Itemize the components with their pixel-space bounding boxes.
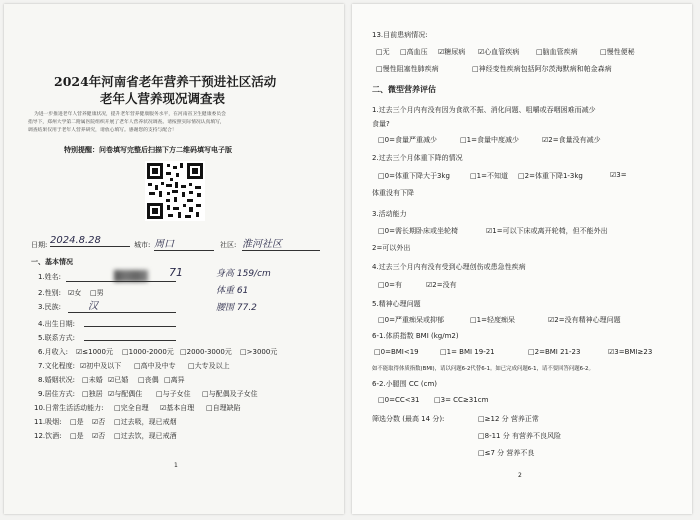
a62-option-3[interactable]: □3= CC≥31cm xyxy=(434,396,489,404)
a2-option-0[interactable]: □0=体重下降大于3kg xyxy=(378,172,450,180)
q13-option-constipation[interactable]: □慢性便秘 xyxy=(600,48,635,56)
q13-option-none-label: 无 xyxy=(382,48,390,56)
q5-contact-label: 5.联系方式: xyxy=(38,334,76,342)
a3-option-2[interactable] xyxy=(372,243,410,253)
q13-option-cerebrovascular[interactable]: □脑血管疾病 xyxy=(536,48,578,56)
a2-option-1-label: 1=不知道 xyxy=(476,172,508,180)
date-label: 日期: xyxy=(31,241,48,249)
intro-line-3: 调查结果仅用于老年人营养研究，请放心填写。感谢您的支持与配合！ xyxy=(28,128,177,133)
a1-question-line1: 1.过去三个月内有没有因为食欲不振、消化问题、咀嚼或吞咽困难而减少 xyxy=(372,106,596,114)
a5-option-0-label: 0=严重痴呆或抑郁 xyxy=(384,316,444,324)
a61-option-3-label: 3=BMI≥23 xyxy=(614,348,653,356)
a3-option-1-label: 1=可以下床或离开轮椅，但不能外出 xyxy=(492,227,608,235)
q13-option-hypertension-label: 高血压 xyxy=(406,48,428,56)
intro-line-1: 为进一步推进老年人营养健康状况，提升老年营养健康服务水平，在河南省卫生健康委员会 xyxy=(34,112,226,117)
a2-question: 2.过去三个月体重下降的情况 xyxy=(372,154,463,162)
city-value[interactable]: 周口 xyxy=(154,235,214,251)
a61-option-0[interactable]: □0=BMI<19 xyxy=(374,348,419,356)
q13-option-neuro[interactable]: □神经变性疾病包括阿尔茨海默病和帕金森病 xyxy=(472,65,612,73)
score-option-risk[interactable]: □8-11 分 有营养不良风险 xyxy=(478,432,561,440)
q8-option-3-label: 丧偶 xyxy=(144,376,159,384)
q13-option-diabetes-label: 糖尿病 xyxy=(444,48,466,56)
a2-option-3-label: 3= xyxy=(616,171,627,179)
score-label: 筛选分数 (最高 14 分): xyxy=(372,415,445,423)
a1-option-1[interactable]: □1=食量中度减少 xyxy=(460,136,519,144)
q7-option-2[interactable]: □高中及中专 xyxy=(134,362,176,370)
score-option-risk-label: 8-11 分 有营养不良风险 xyxy=(484,432,561,440)
a61-question: 6-1.体质指数 BMI (kg/m2) xyxy=(372,332,459,340)
q9-option-4[interactable]: □与配偶及子女住 xyxy=(202,390,258,398)
a3-option-0-label: 0=需长期卧床或坐轮椅 xyxy=(384,227,458,235)
q11-option-3[interactable]: □过去吸，现已戒烟 xyxy=(114,418,177,426)
q8-option-2-label: 已婚 xyxy=(114,376,129,384)
survey-page-2 xyxy=(352,4,692,514)
a4-option-2[interactable]: ☑2=没有 xyxy=(426,281,457,289)
a5-question: 5.精神心理问题 xyxy=(372,300,421,308)
a2-option-2[interactable]: □2=体重下降1-3kg xyxy=(518,172,583,180)
q11-option-3-label: 过去吸，现已戒烟 xyxy=(120,418,177,426)
a3-option-2-label: 2=可以外出 xyxy=(372,244,411,252)
a62-option-0[interactable]: □0=CC<31 xyxy=(378,396,420,404)
q8-option-4[interactable]: □离异 xyxy=(164,376,185,384)
q2-option-male[interactable]: □男 xyxy=(90,289,104,297)
a2-option-3-cont: 体重没有下降 xyxy=(372,189,414,197)
q13-option-cardiovascular[interactable]: ☑心血管疾病 xyxy=(478,48,520,56)
a1-option-2-label: 2=食量没有减少 xyxy=(548,136,601,144)
qr-code-icon[interactable] xyxy=(145,161,205,221)
birthdate-field[interactable] xyxy=(84,326,176,327)
q8-option-3[interactable]: □丧偶 xyxy=(138,376,159,384)
q12-option-1[interactable]: □是 xyxy=(70,432,84,440)
contact-field[interactable] xyxy=(84,340,176,341)
q8-marital-label: 8.婚姻状况: xyxy=(38,376,76,384)
q6-option-4[interactable]: □>3000元 xyxy=(240,348,278,356)
q13-option-hypertension[interactable]: □高血压 xyxy=(400,48,428,56)
q12-option-1-label: 是 xyxy=(76,432,84,440)
a2-option-1[interactable]: □1=不知道 xyxy=(470,172,508,180)
a62-option-0-label: 0=CC<31 xyxy=(384,396,420,404)
a2-option-0-label: 0=体重下降大于3kg xyxy=(384,172,450,180)
q6-option-2[interactable]: □1000-2000元 xyxy=(122,348,174,356)
a5-option-1-label: 1=轻度痴呆 xyxy=(476,316,515,324)
a61-option-1-label: 1= BMI 19-21 xyxy=(446,348,495,356)
q12-drinking-label: 12.饮酒: xyxy=(34,432,62,440)
q13-option-diabetes[interactable]: ☑糖尿病 xyxy=(438,48,466,56)
q6-option-1-label: ≤1000元 xyxy=(82,348,113,356)
a4-option-0-label: 0=有 xyxy=(384,281,402,289)
q2-option-male-label: 男 xyxy=(96,289,104,297)
q2-option-female-label: 女 xyxy=(74,289,82,297)
hand-waist: 腰围 77.2 xyxy=(216,303,257,313)
q13-option-none[interactable]: □无 xyxy=(376,48,390,56)
a61-option-0-label: 0=BMI<19 xyxy=(380,348,419,356)
q12-option-2-label: 否 xyxy=(98,432,106,440)
a61-option-3[interactable]: ☑3=BMI≥23 xyxy=(608,348,653,356)
q6-option-4-label: >3000元 xyxy=(246,348,278,356)
a62-option-3-label: 3= CC≥31cm xyxy=(440,396,489,404)
q11-option-2-label: 否 xyxy=(98,418,106,426)
a5-option-2[interactable]: ☑2=没有精神心理问题 xyxy=(548,316,621,324)
page-title-line2: 老年人营养现况调查表 xyxy=(100,91,226,106)
q4-birthdate-label: 4.出生日期: xyxy=(38,320,76,328)
q11-option-1[interactable]: □是 xyxy=(70,418,84,426)
q9-option-1[interactable]: □独居 xyxy=(82,390,103,398)
community-label: 社区: xyxy=(220,241,237,249)
q13-option-neuro-label: 神经变性疾病包括阿尔茨海默病和帕金森病 xyxy=(478,65,612,73)
q11-option-1-label: 是 xyxy=(76,418,84,426)
q10-option-1-label: 完全自理 xyxy=(120,404,149,412)
a2-option-2-label: 2=体重下降1-3kg xyxy=(524,172,583,180)
q13-disease-label: 13.目前患病情况: xyxy=(372,31,428,39)
q2-option-female[interactable]: ☑女 xyxy=(68,289,82,297)
page-title-line1: 2024年河南省老年营养干预进社区活动 xyxy=(54,74,277,89)
q7-option-1-label: 初中及以下 xyxy=(86,362,122,370)
q9-option-3[interactable]: □与子女住 xyxy=(156,390,191,398)
page-number-2: 2 xyxy=(518,472,522,479)
q9-living-label: 9.居住方式: xyxy=(38,390,76,398)
q13-option-constipation-label: 慢性便秘 xyxy=(606,48,635,56)
section-mna: 二、微型营养评估 xyxy=(372,85,436,94)
section-basic-info: 一、基本情况 xyxy=(31,258,73,266)
q9-option-2[interactable]: ☑与配偶住 xyxy=(108,390,143,398)
a1-question-line2: 食量? xyxy=(372,120,390,128)
a2-option-3[interactable]: ☑3= xyxy=(610,171,627,179)
date-value[interactable]: 2024.8.28 xyxy=(50,235,130,247)
score-option-normal-label: ≥12 分 营养正常 xyxy=(484,415,539,423)
a1-option-2[interactable]: ☑2=食量没有减少 xyxy=(542,136,601,144)
q6-option-3[interactable]: □2000-3000元 xyxy=(180,348,232,356)
a5-option-2-label: 2=没有精神心理问题 xyxy=(554,316,621,324)
q8-option-4-label: 离异 xyxy=(170,376,185,384)
q10-adl-label: 10.日常生活活动能力: xyxy=(34,404,104,412)
q10-option-2-label: 基本自理 xyxy=(166,404,195,412)
q13-option-cardiovascular-label: 心血管疾病 xyxy=(484,48,520,56)
a4-option-2-label: 2=没有 xyxy=(432,281,457,289)
a3-question: 3.活动能力 xyxy=(372,210,407,218)
score-option-malnourished-label: ≤7 分 营养不良 xyxy=(484,449,535,457)
hand-height: 身高 159/cm xyxy=(216,269,271,279)
q11-option-2[interactable]: ☑否 xyxy=(92,418,106,426)
a61-note: 如不能取得体质指数(BMI)，请以问题6-2代替6-1。如已完成问题6-1，请不要回答问题6-2。 xyxy=(372,366,594,372)
q7-option-3-label: 大专及以上 xyxy=(194,362,230,370)
q12-option-2[interactable]: ☑否 xyxy=(92,432,106,440)
q1-underline xyxy=(66,281,176,282)
a61-option-2[interactable]: □2=BMI 21-23 xyxy=(528,348,581,356)
q9-option-4-label: 与配偶及子女住 xyxy=(208,390,258,398)
q10-option-3-label: 自理缺陷 xyxy=(212,404,241,412)
q8-option-1-label: 未婚 xyxy=(88,376,103,384)
q2-gender-label: 2.性别: xyxy=(38,289,62,297)
age-value[interactable]: 71 xyxy=(169,266,183,279)
a4-option-0[interactable]: □0=有 xyxy=(378,281,402,289)
q7-option-2-label: 高中及中专 xyxy=(140,362,176,370)
a1-option-0[interactable]: □0=食量严重减少 xyxy=(378,136,437,144)
a3-option-1[interactable]: ☑1=可以下床或离开轮椅，但不能外出 xyxy=(486,227,608,235)
a62-question: 6-2.小腿围 CC (cm) xyxy=(372,380,438,388)
q8-option-2[interactable]: ☑已婚 xyxy=(108,376,129,384)
survey-page-1 xyxy=(4,4,344,514)
a4-question: 4.过去三个月内有没有受到心理创伤或患急性疾病 xyxy=(372,263,526,271)
city-label: 城市: xyxy=(134,241,151,249)
score-option-malnourished[interactable]: □≤7 分 营养不良 xyxy=(478,449,535,457)
page-number-1: 1 xyxy=(174,462,178,469)
q6-income-label: 6.月收入: xyxy=(38,348,69,356)
q7-option-1[interactable]: ☑初中及以下 xyxy=(80,362,122,370)
score-option-normal[interactable]: □≥12 分 营养正常 xyxy=(478,415,539,423)
q1-name-label: 1.姓名: xyxy=(38,273,62,281)
q11-smoking-label: 11.吸烟: xyxy=(34,418,62,426)
a5-option-1[interactable]: □1=轻度痴呆 xyxy=(470,316,515,324)
a5-option-0[interactable]: □0=严重痴呆或抑郁 xyxy=(378,316,444,324)
q9-option-3-label: 与子女住 xyxy=(162,390,191,398)
ethnicity-value[interactable]: 汉 xyxy=(68,297,176,313)
q6-option-3-label: 2000-3000元 xyxy=(186,348,232,356)
hand-weight: 体重 61 xyxy=(216,286,249,296)
q9-option-1-label: 独居 xyxy=(88,390,103,398)
q6-option-2-label: 1000-2000元 xyxy=(128,348,174,356)
q3-ethnicity-label: 3.民族: xyxy=(38,303,62,311)
q10-option-1[interactable]: □完全自理 xyxy=(114,404,149,412)
a3-option-0[interactable]: □0=需长期卧床或坐轮椅 xyxy=(378,227,458,235)
q9-option-2-label: 与配偶住 xyxy=(114,390,143,398)
q13-option-copd[interactable]: □慢性阻塞性肺疾病 xyxy=(376,65,439,73)
q12-option-3[interactable]: □过去饮，现已戒酒 xyxy=(114,432,177,440)
community-value[interactable]: 淮河社区 xyxy=(242,235,320,251)
q7-option-3[interactable]: □大专及以上 xyxy=(188,362,230,370)
q10-option-2[interactable]: ☑基本自理 xyxy=(160,404,195,412)
q12-option-3-label: 过去饮，现已戒酒 xyxy=(120,432,177,440)
a61-option-1[interactable]: □1= BMI 19-21 xyxy=(440,348,495,356)
a1-option-1-label: 1=食量中度减少 xyxy=(466,136,519,144)
q13-option-cerebrovascular-label: 脑血管疾病 xyxy=(542,48,578,56)
a1-option-0-label: 0=食量严重减少 xyxy=(384,136,437,144)
a61-option-2-label: 2=BMI 21-23 xyxy=(534,348,581,356)
q10-option-3[interactable]: □自理缺陷 xyxy=(206,404,241,412)
intro-line-2: 指导下，郑州大学第二附属医院组织开展了老年人营养状况调查。请按照实际情况认真填写， xyxy=(28,120,225,125)
notice-text: 特别提醒：问卷填写完整后扫描下方二维码填写电子版 xyxy=(64,146,232,154)
q7-education-label: 7.文化程度: xyxy=(38,362,76,370)
q13-option-copd-label: 慢性阻塞性肺疾病 xyxy=(382,65,439,73)
q8-option-1[interactable]: □未婚 xyxy=(82,376,103,384)
q6-option-1[interactable]: ☑≤1000元 xyxy=(76,348,113,356)
